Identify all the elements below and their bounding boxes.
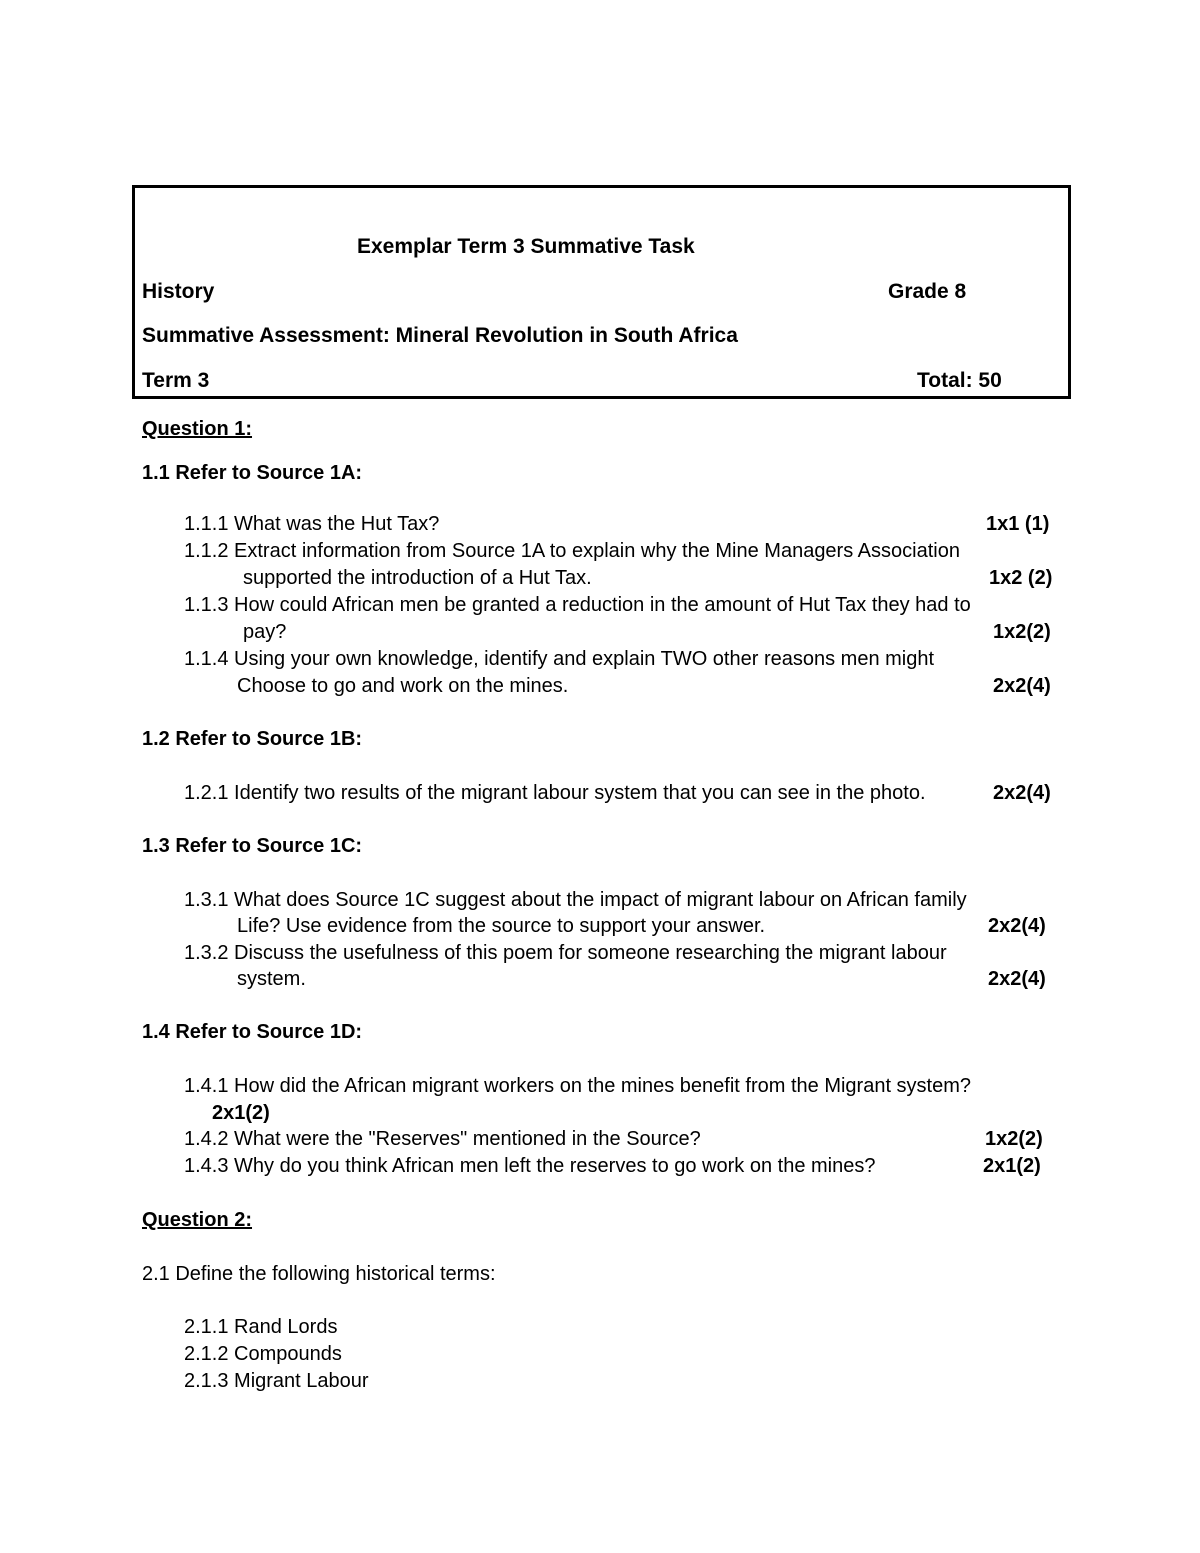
q-1-1-2-mark: 1x2 (2) <box>989 567 1053 589</box>
total-label: Total: 50 <box>917 369 1002 392</box>
assessment-title: Summative Assessment: Mineral Revolution in South Africa <box>142 324 738 347</box>
q-1-4-2-text: 1.4.2 What were the "Reserves" mentioned in the Source? <box>184 1128 701 1150</box>
q-1-3-2-text-cont: system. <box>237 968 306 990</box>
q-1-1-1-mark: 1x1 (1) <box>986 513 1050 535</box>
q-1-3-1-mark: 2x2(4) <box>988 915 1046 937</box>
q-1-3-1-text-cont: Life? Use evidence from the source to support your answer. <box>237 915 766 937</box>
q-1-1-4-mark: 2x2(4) <box>993 675 1051 697</box>
q-1-1-4-text: 1.1.4 Using your own knowledge, identify and explain TWO other reasons men might <box>184 648 935 670</box>
q-1-4-2-mark: 1x2(2) <box>985 1128 1043 1150</box>
q-1-4-1-text: 1.4.1 How did the African migrant workers on the mines benefit from the Migrant system? <box>184 1075 972 1097</box>
grade-label: Grade 8 <box>888 280 967 303</box>
q-1-1-4-text-cont: Choose to go and work on the mines. <box>237 675 569 697</box>
q-1-2-1-mark: 2x2(4) <box>993 782 1051 804</box>
term-compounds: 2.1.2 Compounds <box>184 1343 342 1365</box>
q-1-1-3-mark: 1x2(2) <box>993 621 1051 643</box>
section-1-3-heading: 1.3 Refer to Source 1C: <box>142 835 363 857</box>
term-rand-lords: 2.1.1 Rand Lords <box>184 1316 338 1338</box>
term-migrant-labour: 2.1.3 Migrant Labour <box>184 1370 369 1392</box>
q-1-3-1-text: 1.3.1 What does Source 1C suggest about the impact of migrant labour on African family <box>184 889 967 911</box>
question-1-heading: Question 1: <box>142 418 253 440</box>
q-1-2-1-text: 1.2.1 Identify two results of the migrant labour system that you can see in the photo. <box>184 782 926 804</box>
subject-label: History <box>142 280 215 303</box>
q-2-1-intro: 2.1 Define the following historical terms: <box>142 1263 496 1285</box>
q-1-1-1-text: 1.1.1 What was the Hut Tax? <box>184 513 440 535</box>
section-1-1-heading: 1.1 Refer to Source 1A: <box>142 462 363 484</box>
q-1-3-2-text: 1.3.2 Discuss the usefulness of this poem for someone researching the migrant labour <box>184 942 947 964</box>
q-1-3-2-mark: 2x2(4) <box>988 968 1046 990</box>
q-1-1-3-text: 1.1.3 How could African men be granted a reduction in the amount of Hut Tax they had to <box>184 594 971 616</box>
q-1-4-3-text: 1.4.3 Why do you think African men left the reserves to go work on the mines? <box>184 1155 876 1177</box>
term-label: Term 3 <box>142 369 210 392</box>
document-title: Exemplar Term 3 Summative Task <box>357 235 695 258</box>
question-2-heading: Question 2: <box>142 1209 253 1231</box>
q-1-1-3-text-cont: pay? <box>243 621 287 643</box>
q-1-4-1-mark: 2x1(2) <box>212 1102 270 1124</box>
q-1-4-3-mark: 2x1(2) <box>983 1155 1041 1177</box>
q-1-1-2-text-cont: supported the introduction of a Hut Tax. <box>243 567 592 589</box>
q-1-1-2-text: 1.1.2 Extract information from Source 1A to explain why the Mine Managers Association <box>184 540 960 562</box>
section-1-4-heading: 1.4 Refer to Source 1D: <box>142 1021 363 1043</box>
section-1-2-heading: 1.2 Refer to Source 1B: <box>142 728 363 750</box>
